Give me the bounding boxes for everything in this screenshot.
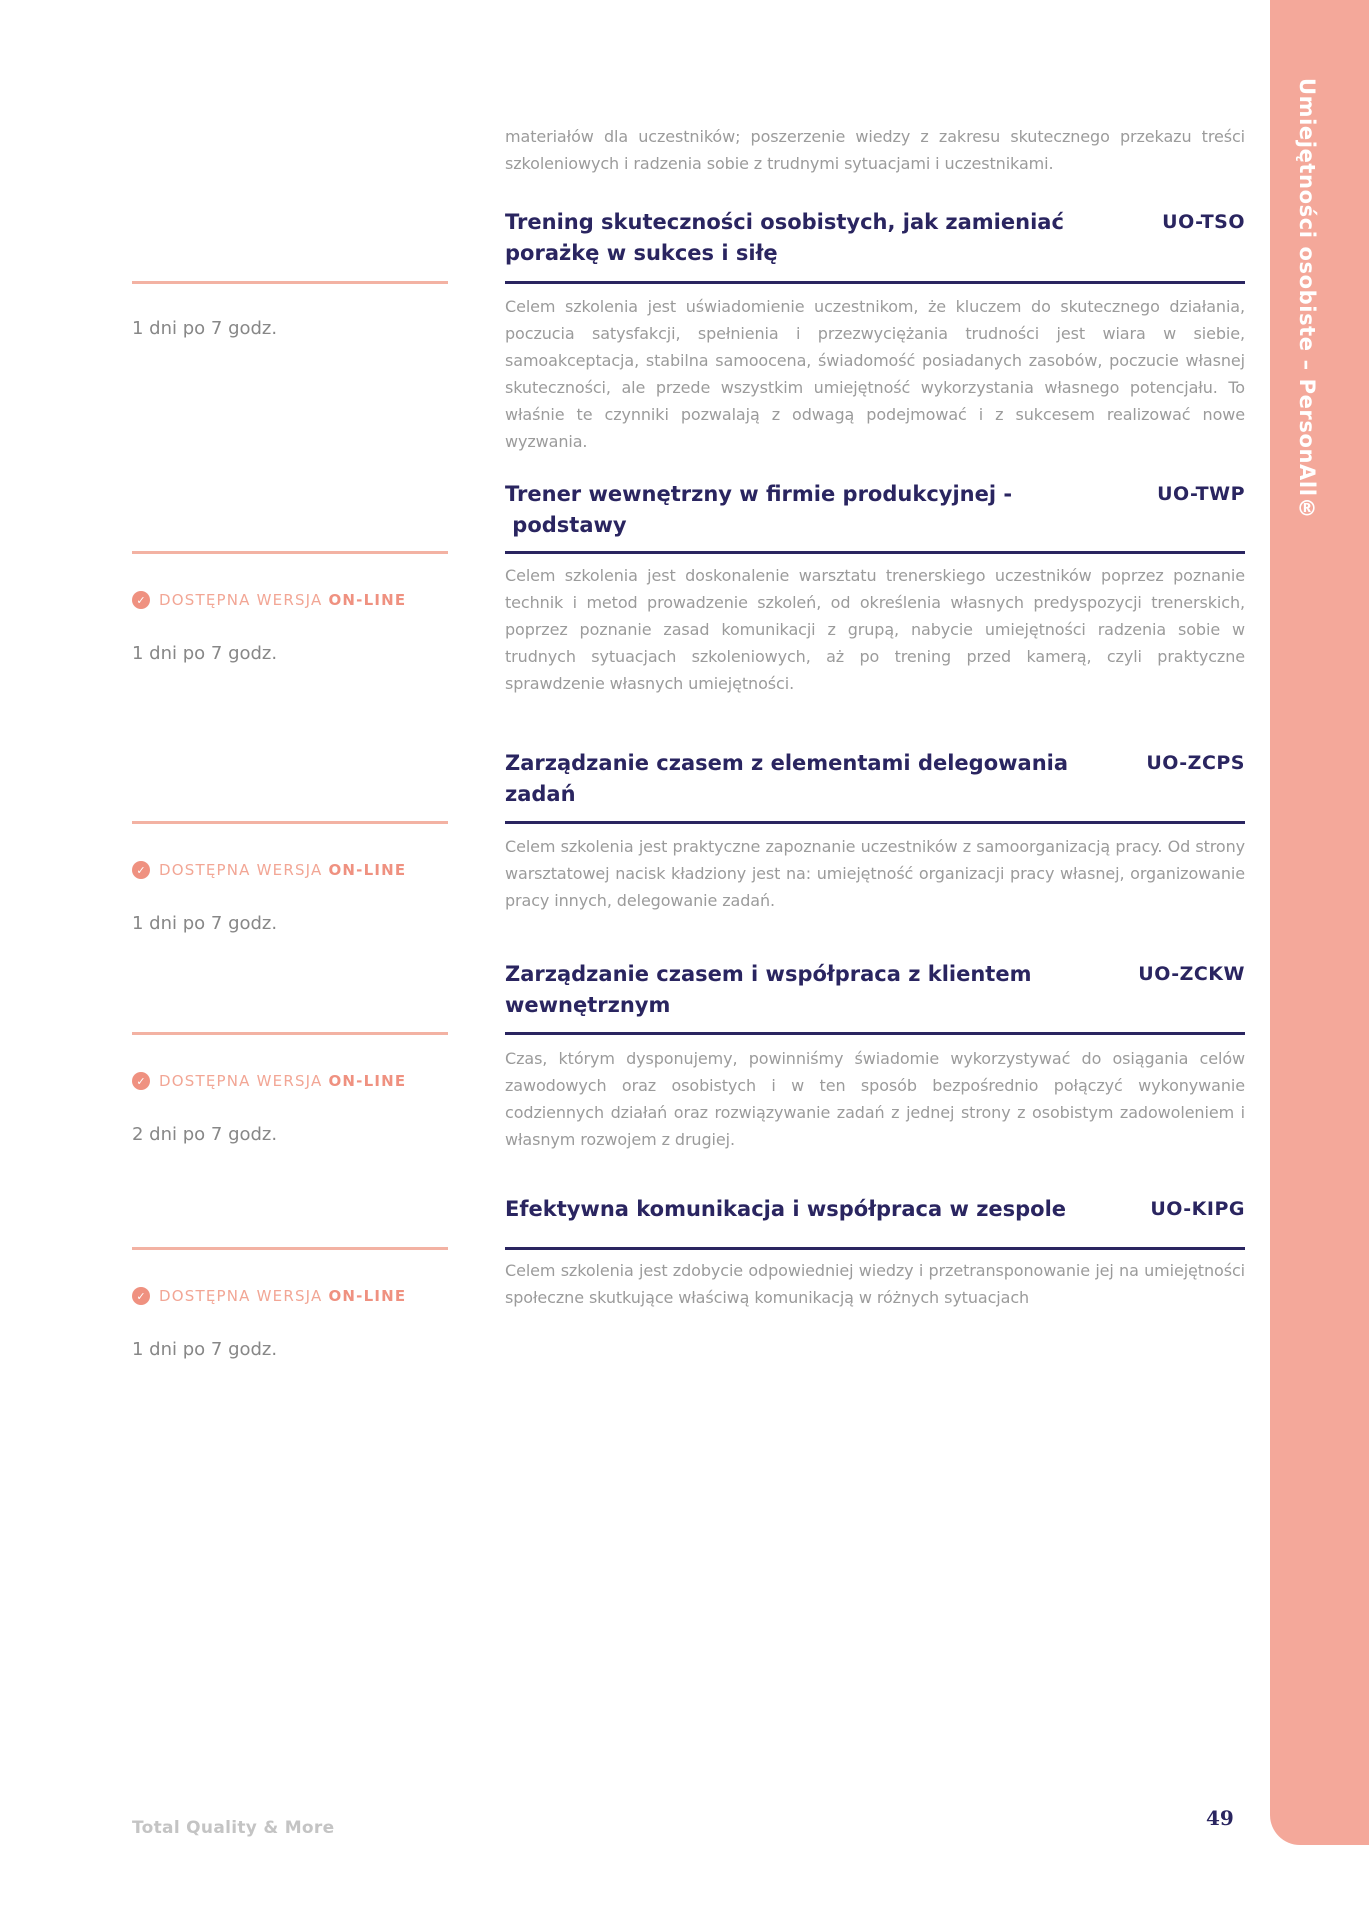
intro-paragraph-continuation: materiałów dla uczestników; poszerzenie wiedzy z zakresu skutecznego przekazu treści szkoleniowych i radzenia sobie z trudnymi sytuacjami i uczestnikami. [505,127,1245,173]
rail-divider [132,1247,448,1250]
title-rule [505,1032,1245,1035]
online-version-badge [132,861,406,879]
rail-divider [132,551,448,554]
course-header [505,479,1245,541]
course-code: UO-TSO [1162,211,1245,233]
rail-divider [132,1032,448,1035]
course-duration: 1 dni po 7 godz. [132,318,278,339]
check-circle-icon: ✓ [132,1287,150,1305]
course-duration: 1 dni po 7 godz. [132,1339,278,1360]
check-circle-icon: ✓ [132,861,150,879]
course-title: Zarządzanie czasem i współpraca z klientem wewnętrznym [505,962,1032,1017]
online-badge-text [159,591,406,609]
course-duration: 2 dni po 7 godz. [132,1124,278,1145]
badge-available-label: DOSTĘPNA WERSJA [159,591,323,609]
footer-brand: Total Quality & More [132,1818,335,1838]
course-description: Czas, którym dysponujemy, powinniśmy świadomie wykorzystywać do osiągania celów zawodowych oraz osobistych i w ten sposób bezpośrednio połączyć wykonywanie codziennych działań oraz rozwiązywanie zadań z jednej strony z osobistym zadowoleniem i własnym rozwojem z drugiej. [505,1049,1245,1149]
course-code: UO-TWP [1157,483,1245,505]
online-version-badge [132,1072,406,1090]
category-sidebar [1270,0,1369,1845]
course-header [505,748,1245,810]
course-code: UO-ZCPS [1146,752,1245,774]
course-title: Trener wewnętrzny w firmie produkcyjnej - podstawy [505,482,1013,537]
course-description: Celem szkolenia jest praktyczne zapoznanie uczestników z samoorganizacją pracy. Od strony warsztatowej nacisk kładziony jest na: umiejętność organizacji pracy własnej, organizowanie pracy innych, delegowanie zadań. [505,837,1245,910]
course-description: Celem szkolenia jest uświadomienie uczestnikom, że kluczem do skutecznego działania, poczucia satysfakcji, spełnienia i przezwyciężania trudności jest wiara w siebie, samoakceptacja, stabilna samoocena, świadomość posiadanych zasobów, poczucie własnej skuteczności, ale przede wszystkim umiejętność wykorzystania własnego potencjału. To właśnie te czynniki pozwalają z odwagą podejmować i z sukcesem realizować nowe wyzwania. [505,297,1245,451]
online-version-badge [132,1287,406,1305]
course-title: Zarządzanie czasem z elementami delegowania zadań [505,751,1069,806]
course-title: Efektywna komunikacja i współpraca w zespole [505,1197,1067,1221]
rail-divider [132,821,448,824]
badge-online-label: ON-LINE [328,1072,407,1090]
online-version-badge [132,591,406,609]
course-header [505,959,1245,1021]
category-label: Umiejętności osobiste – PersonAll® [1295,78,1319,522]
course-description: Celem szkolenia jest doskonalenie warsztatu trenerskiego uczestników poprzez poznanie technik i metod prowadzenie szkoleń, od określenia własnych predyspozycji trenerskich, poprzez poznanie zasad komunikacji z grupą, nabycie umiejętności radzenia sobie w trudnych sytuacjach szkoleniowych, aż po trening przed kamerą, czyli praktyczne sprawdzenie własnych umiejętności. [505,566,1245,693]
badge-online-label: ON-LINE [328,1287,407,1305]
rail-divider [132,281,448,284]
course-code: UO-KIPG [1150,1198,1245,1220]
title-rule [505,551,1245,554]
course-title: Trening skuteczności osobistych, jak zamieniać porażkę w sukces i siłę [505,210,1064,265]
course-header [505,1194,1245,1225]
title-rule [505,1247,1245,1250]
online-badge-text [159,1287,406,1305]
online-badge-text [159,861,406,879]
title-rule [505,821,1245,824]
badge-available-label: DOSTĘPNA WERSJA [159,1072,323,1090]
online-badge-text [159,1072,406,1090]
course-code: UO-ZCKW [1138,963,1245,985]
course-duration: 1 dni po 7 godz. [132,913,278,934]
title-rule [505,281,1245,284]
badge-available-label: DOSTĘPNA WERSJA [159,1287,323,1305]
badge-online-label: ON-LINE [328,861,407,879]
check-circle-icon: ✓ [132,1072,150,1090]
course-description: Celem szkolenia jest zdobycie odpowiedniej wiedzy i przetransponowanie jej na umiejętności społeczne skutkujące właściwą komunikacją w różnych sytuacjach [505,1261,1245,1307]
course-duration: 1 dni po 7 godz. [132,643,278,664]
badge-available-label: DOSTĘPNA WERSJA [159,861,323,879]
badge-online-label: ON-LINE [328,591,407,609]
page-number: 49 [1206,1806,1234,1830]
check-circle-icon: ✓ [132,591,150,609]
course-header [505,207,1245,269]
